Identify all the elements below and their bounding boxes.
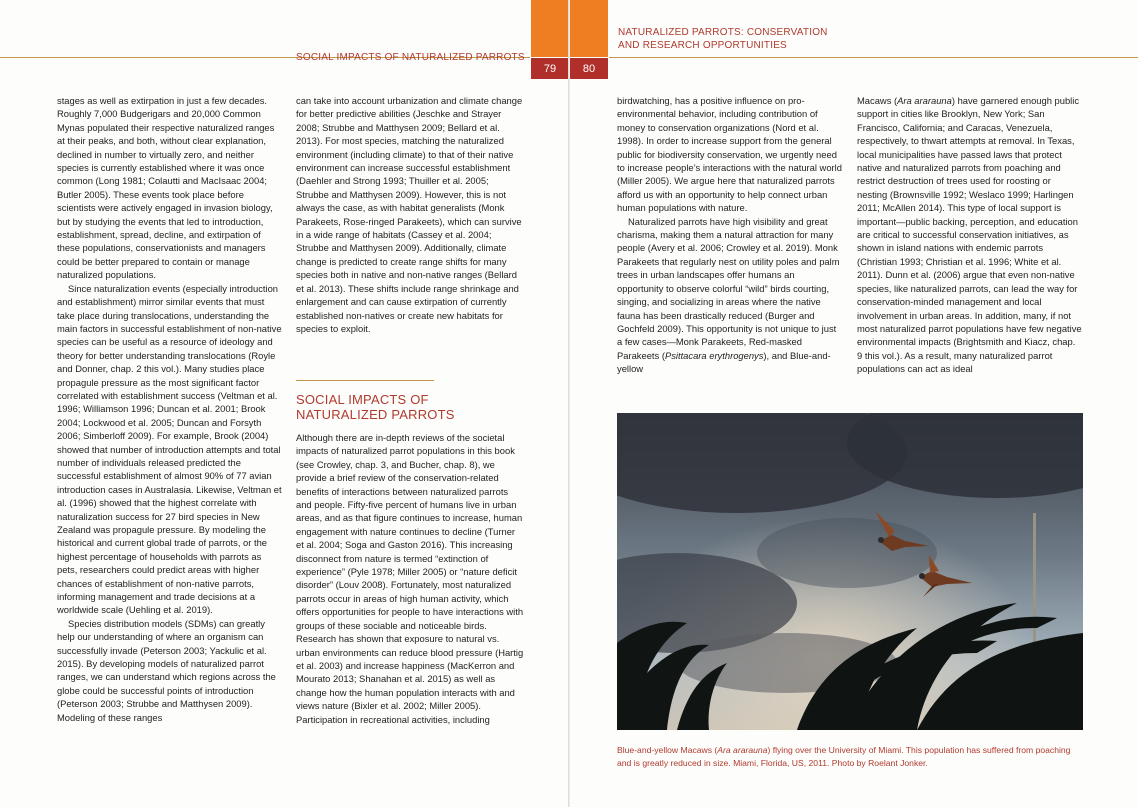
page-number-left: 79 [531,58,569,79]
running-head-left: SOCIAL IMPACTS OF NATURALIZED PARROTS [296,52,525,63]
section-heading [296,392,516,422]
paragraph: can take into account urbanization and climate change for better predictive abilities (Jeschke and Strayer 2008; Strubbe and Matthysen 2009; Bellard et al. 2013). For most species, matching the naturalized environment (including climate) to that of their native environment can increase successful establishment (Daehler and Strong 1993; Thuiller et al. 2005; Strubbe and Matthysen 2009). However, this is not always the case, as with habitat generalists (Monk Parakeets, Rose-ringed Parakeets), which can survive in a wide range of habitats (Cassey et al. 2004; Strubbe and Matthysen 2009). Additionally, climate change is predicted to create range shifts for many species both in native and non-native ranges (Bellard et al. 2013). These shifts include range shrinkage and enlargement and can cause extirpation of currently established non-natives or create new habitats for species to exploit. [296,95,523,334]
running-head-right [618,26,828,52]
text-run: Macaws ( [857,95,898,106]
photo-graphic [617,413,1083,730]
running-head-line: AND RESEARCH OPPORTUNITIES [618,40,787,51]
page-number-right: 80 [570,58,608,79]
caption-text: ) flying over the University of Miami. This population has suffered from poaching and is greatly reduced in size. Miami, Florida, US, 2011. Photo by Roelant Jonker. [617,745,1071,768]
caption-species: Ara ararauna [717,745,768,755]
species-name: Psittacara erythrogenys [664,349,764,361]
paragraph: Although there are in-depth reviews of the societal impacts of naturalized parrot populations in this book (see Crowley, chap. 3, and Bucher, chap. 8), we provide a brief review of the conservation-related benefits of interactions between naturalized parrots and people. Fifty-five percent of humans live in urban areas, and as that figure continues to increase, human engagement with nature continues to decline (Turner et al. 2004; Soga and Gaston 2016). This increasing disconnect from nature is termed “extinction of experience” (Pyle 1978; Miller 2005) or “nature deficit disorder” (Louv 2008). Fortunately, most naturalized parrots occur in areas of high human activity, which offers opportunities for people to have interactions with groups of these sociable and noticeable birds. Research has shown that exposure to natural vs. urban environments can reduce blood pressure (Hartig et al. 2003) and increase happiness (MacKerron and Mourato 2013; Shanahan et al. 2015) as well as change how the human population interacts with and views nature (Bixler et al. 2002; Miller 2005). Participation in recreational activities, including [296,432,524,725]
paragraph: birdwatching, has a positive influence on pro-environmental behavior, including contribution of money to conservation organizations (Nord et al. 1998). In order to increase support from the general public for biodiversity conservation, we urgently need to increase people’s interactions with the natural world (Miller 2005). We argue here that naturalized parrots afford us with an opportunity to help connect urban human populations with nature. [617,95,842,214]
text-run: Naturalized parrots have high visibility and great charisma, making them a natural attraction for many people (Avery et al. 2006; Crowley et al. 2019). Monk Parakeets that regularly nest on utility poles and palm trees in urban landscapes offer humans an opportunity to observe colorful “wild” birds courting, singing, and socializing in areas where the native fauna has been drastically reduced (Burger and Gochfeld 2009). This opportunity is not unique to just a few cases—Monk Parakeets, Red-masked Parakeets ( [617,215,840,361]
text-column-4 [857,94,1083,376]
chapter-tab-left [531,0,569,57]
paragraph: Since naturalization events (especially introduction and establishment) mirror similar events that must take place during translocations, understanding the main factors in successful establishment of non-native species can be useful as a resource of ideology and theory for better understanding translocations (Royle and Donner, chap. 2 this vol.). Many studies place propagule pressure as the most significant factor correlated with establishment success (Veltman et al. 1996; Williamson 1996; Duncan et al. 2001; Brook 2004; Lockwood et al. 2005; Duncan and Forsyth 2006; Simberloff 2009). For example, Brook (2004) showed that number of introduction attempts and total number of individuals released predicted the successful establishment of almost 90% of 77 avian introduction cases in Australasia. Likewise, Veltman et al. (1996) showed that the highest correlate with naturalization success for 27 bird species in New Zealand was propagule pressure. By modeling the historical and current global trade of parrots, or the highest percentage of households with parrots as pets, researchers could predict areas with higher chances of establishment of non-native parrots, informing management and trade decisions at a worldwide scale (Uehling et al. 2019). [57,282,282,616]
text-column-1 [57,94,283,724]
header-rule-right [609,57,1138,58]
paragraph [617,215,843,376]
text-column-3 [617,94,843,376]
running-head-line: NATURALIZED PARROTS: CONSERVATION [618,27,828,38]
paragraph [857,94,1083,376]
caption-text: Blue-and-yellow Macaws ( [617,745,718,755]
section-rule [296,380,434,381]
paragraph: Species distribution models (SDMs) can greatly help our understanding of where an organism can successfully invade (Peterson 2003; Yackulic et al. 2015). By developing models of naturalized parrot ranges, we can understand which regions across the globe could be successful points of introduction (Peterson 2003; Strubbe and Matthysen 2009). Modeling of these ranges [57,617,276,723]
text-run: ), and Blue-and-yellow [617,349,831,375]
text-column-2-bottom [296,431,524,726]
photo-caption [617,744,1083,769]
text-column-2-top [296,94,524,335]
section-heading-line: SOCIAL IMPACTS OF [296,392,429,407]
chapter-tab-right [570,0,608,57]
macaw-photo [617,413,1083,730]
text-run: ) have garnered enough public support in cities like Brooklyn, New York; San Francisco, California; and Caracas, Venezuela, respectively, to thwart attempts at removal. In Texas, local municipalities have passed laws that protect native and naturalized parrots from poaching and restrict destruction of trees used for roosting or nesting (Brownsville 1992; Weslaco 1999; Harlingen 2011; McAllen 2014). This type of local support is important—public backing, perception, and education are critical to successful conservation initiatives, as shown in island nations with endemic parrots (Christian 1993; Christian et al. 1996; White et al. 2011). Dunn et al. (2006) argue that even non-native species, like naturalized parrots, can lead the way for conservation-minded management and local involvement in urban areas. In addition, many, if not most naturalized parrot populations have few negative environmental impacts (Brightsmith and Kiacz, chap. 9 this vol.). As a result, many naturalized parrot populations can act as ideal [857,95,1082,375]
species-name: Ara ararauna [897,95,952,106]
paragraph: stages as well as extirpation in just a few decades. Roughly 7,000 Budgerigars and 20,000 Common Mynas populated their respective naturalized ranges at their peaks, and both, without clear explanation, declined in number to virtually zero, and neither species is currently established where it was once common (Long 1981; Colautti and MacIsaac 2004; Butler 2005). These events took place before scientists were actively engaged in invasion biology, but by studying the events that led to introduction, establishment, spread, decline, and extirpation of these populations, conservationists and managers could be better prepared to contain or manage naturalized populations. [57,95,275,281]
section-heading-line: NATURALIZED PARROTS [296,407,455,422]
